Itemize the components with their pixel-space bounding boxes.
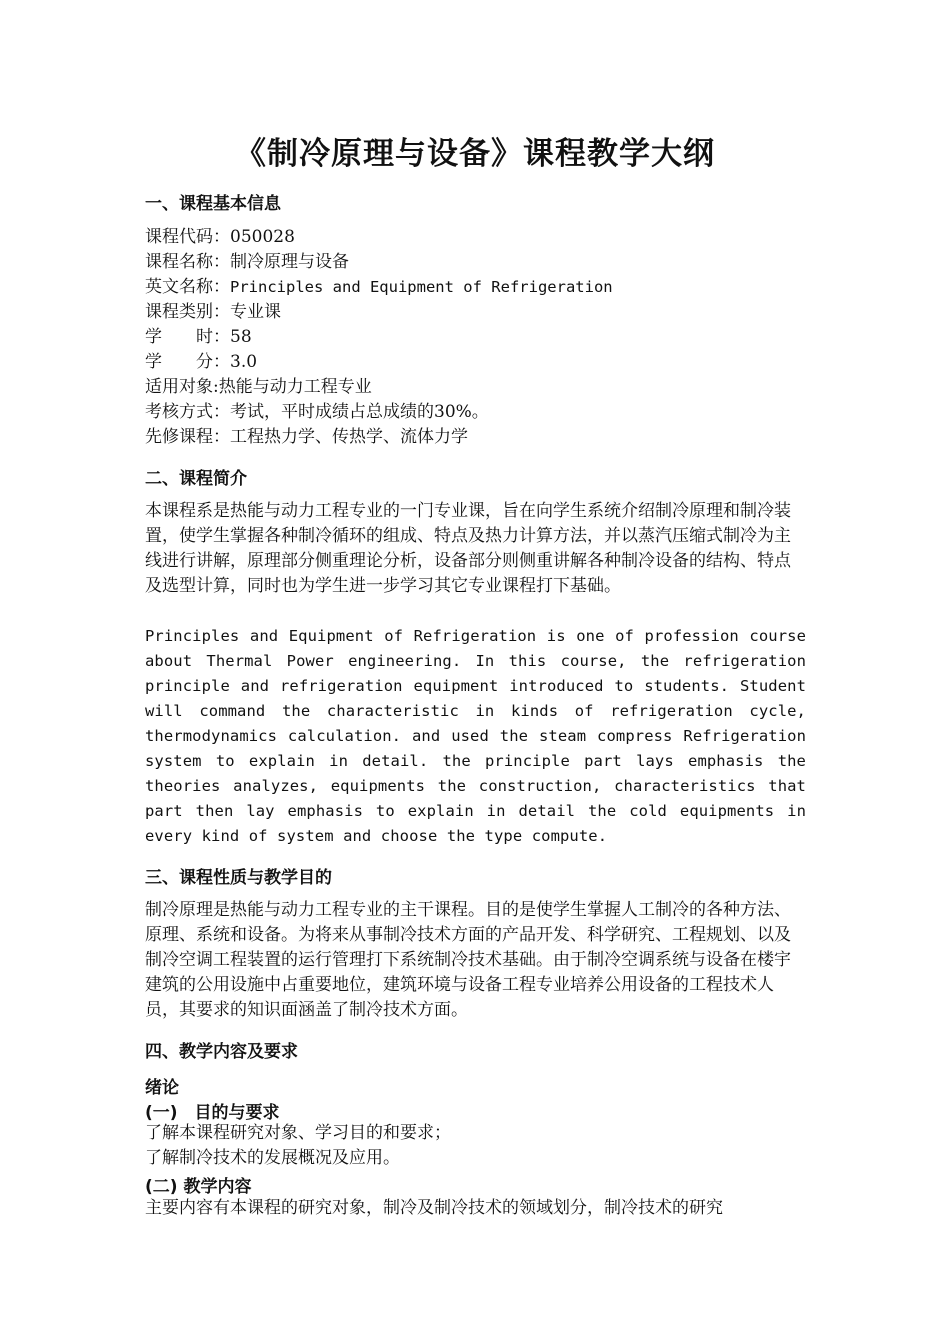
info-label: 学 时： (145, 327, 230, 347)
document-title: 《制冷原理与设备》课程教学大纲 (235, 136, 715, 172)
requirement-item: 了解本课程研究对象、学习目的和要求； (145, 1123, 451, 1143)
section-4-heading: 四、教学内容及要求 (145, 1042, 298, 1062)
info-label: 课程代码： (145, 227, 230, 247)
chapter-title: 绪论 (145, 1078, 179, 1098)
info-row (145, 275, 613, 300)
info-label: 课程类别： (145, 302, 230, 322)
info-label: 课程名称： (145, 252, 230, 272)
info-value: 050028 (230, 227, 295, 247)
info-label: 适用对象: (145, 377, 219, 397)
info-value: 58 (230, 327, 252, 347)
content-line: 主要内容有本课程的研究对象，制冷及制冷技术的领域划分，制冷技术的研究 (145, 1198, 723, 1218)
info-row (145, 350, 257, 375)
info-value: 3.0 (230, 352, 258, 372)
info-row (145, 425, 468, 450)
info-row (145, 225, 295, 250)
requirement-item: 了解制冷技术的发展概况及应用。 (145, 1148, 400, 1168)
subheading-goals: (一) 目的与要求 (145, 1103, 280, 1123)
subheading-content: (二) 教学内容 (145, 1177, 252, 1197)
info-label: 先修课程： (145, 427, 230, 447)
info-value: 制冷原理与设备 (230, 252, 349, 272)
info-value: 热能与动力工程专业 (218, 377, 372, 397)
info-row (145, 325, 252, 350)
section-3-heading: 三、课程性质与教学目的 (145, 868, 332, 888)
info-row (145, 250, 349, 275)
intro-english-paragraph: Principles and Equipment of Refrigeration is one of profession course about Thermal Power engineering. In this course, the refrigeration principle and refrigeration equipment introduced to students. Student will command the characteristic in kinds of refrigeration cycle, thermodynamics calculation. and used the steam compress Refrigeration system to explain in detail. the principle part lays emphasis the theories analyzes, equipments the construction, characteristics that part then lay emphasis to explain in detail the cold equipments in every kind of system and choose the type compute. (145, 627, 806, 845)
info-label: 考核方式： (145, 402, 230, 422)
info-value: 考试，平时成绩占总成绩的30%。 (230, 402, 489, 422)
info-label: 学 分： (145, 352, 230, 372)
info-value: Principles and Equipment of Refrigeration (230, 278, 613, 296)
info-label: 英文名称： (145, 277, 230, 297)
info-row (145, 400, 489, 425)
section-2-heading: 二、课程简介 (145, 469, 247, 489)
purpose-paragraph: 制冷原理是热能与动力工程专业的主干课程。目的是使学生掌握人工制冷的各种方法、原理、系统和设备。为将来从事制冷技术方面的产品开发、科学研究、工程规划、以及制冷空调工程装置的运行管理打下系统制冷技术基础。由于制冷空调系统与设备在楼宇建筑的公用设施中占重要地位，建筑环境与设备工程专业培养公用设备的工程技术人员，其要求的知识面涵盖了制冷技术方面。 (145, 900, 791, 1020)
info-row (145, 300, 281, 325)
info-row (145, 375, 372, 400)
intro-chinese-paragraph: 本课程系是热能与动力工程专业的一门专业课，旨在向学生系统介绍制冷原理和制冷装置，使学生掌握各种制冷循环的组成、特点及热力计算方法，并以蒸汽压缩式制冷为主线进行讲解，原理部分侧重理论分析，设备部分则侧重讲解各种制冷设备的结构、特点及选型计算，同时也为学生进一步学习其它专业课程打下基础。 (145, 501, 791, 596)
info-value: 专业课 (230, 302, 281, 322)
info-value: 工程热力学、传热学、流体力学 (230, 427, 468, 447)
section-1-heading: 一、课程基本信息 (145, 194, 281, 214)
